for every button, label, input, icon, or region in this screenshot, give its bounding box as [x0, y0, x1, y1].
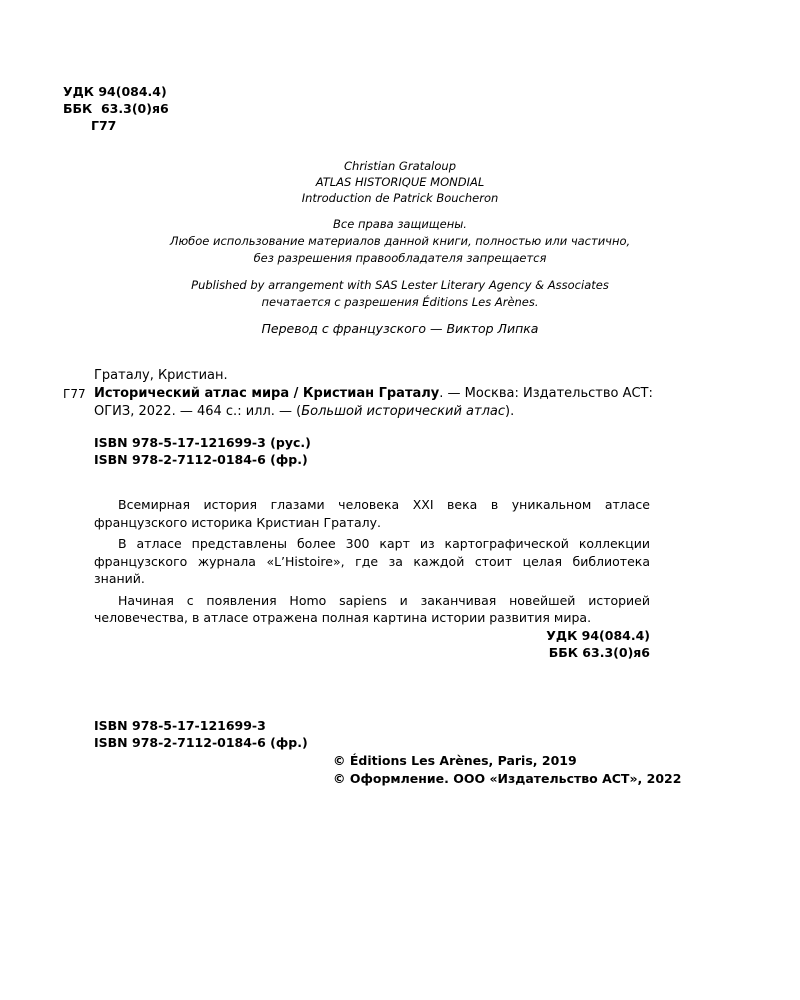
udk-code-bottom: УДК 94(084.4) — [546, 628, 650, 643]
publishing-line-1: Published by arrangement with SAS Lester Literary Agency & Associates — [191, 278, 609, 292]
annotation-paragraph-3: Начиная с появления Homo sapiens и заканчивая новейшей историей человечества, в атласе отражена полная картина истории развития мира. — [94, 592, 650, 625]
copyright-block — [333, 752, 681, 788]
catalog-imprint-end: ). — [505, 404, 515, 419]
annotation-paragraph-2: В атласе представлены более 300 карт из картографической коллекции французского журнала «L’Histoire», где за каждой стоит целая библиотека знаний. — [94, 536, 650, 586]
annotation — [94, 496, 650, 631]
catalog-author: Граталу, Кристиан. — [94, 368, 228, 383]
bbk-code: ББК 63.3(0)я6 — [63, 101, 169, 116]
catalog-entry — [94, 385, 654, 421]
udk-code: УДК 94(084.4) — [63, 84, 167, 99]
catalog-imprint: . — Москва: Издательство АСТ: ОГИЗ, 2022. — 464 с.: илл. — ( — [94, 386, 653, 419]
rights-notice — [0, 216, 800, 267]
rights-line-2: Любое использование материалов данной книги, полностью или частично, — [169, 234, 631, 248]
translation-credit: Перевод с французского — Виктор Липка — [261, 321, 539, 336]
rights-line-1: Все права защищены. — [333, 217, 467, 231]
original-author: Christian Grataloup — [344, 159, 456, 173]
copyright-line-2: © Оформление. ООО «Издательство АСТ», 2022 — [333, 771, 682, 786]
catalog-code: Г77 — [63, 387, 86, 401]
annotation-paragraph-1: Всемирная история глазами человека XXI века в уникальном атласе французского историка Кристиан Граталу. — [94, 497, 650, 530]
rights-line-3: без разрешения правообладателя запрещается — [253, 251, 547, 265]
catalog-title: Исторический атлас мира / Кристиан Граталу — [94, 386, 440, 401]
isbn-fr: ISBN 978-2-7112-0184-6 (фр.) — [94, 452, 308, 467]
classification-block — [63, 83, 169, 134]
author-mark: Г77 — [91, 118, 117, 133]
publishing-notice — [0, 277, 800, 311]
isbn-bottom-fr: ISBN 978-2-7112-0184-6 (фр.) — [94, 735, 308, 750]
isbn-bottom-block — [94, 717, 308, 751]
bbk-code-bottom: ББК 63.3(0)я6 — [548, 645, 650, 660]
catalog-series: Большой исторический атлас — [301, 404, 506, 419]
catalog-isbn-block — [94, 434, 311, 468]
publishing-line-2: печатается с разрешения Éditions Les Arènes. — [261, 295, 539, 309]
isbn-ru: ISBN 978-5-17-121699-3 (рус.) — [94, 435, 311, 450]
original-intro: Introduction de Patrick Boucheron — [301, 191, 499, 205]
copyright-line-1: © Éditions Les Arènes, Paris, 2019 — [333, 753, 577, 768]
original-title: ATLAS HISTORIQUE MONDIAL — [315, 175, 485, 189]
classification-bottom — [546, 627, 650, 661]
isbn-bottom-ru: ISBN 978-5-17-121699-3 — [94, 718, 266, 733]
original-title-block — [0, 158, 800, 206]
